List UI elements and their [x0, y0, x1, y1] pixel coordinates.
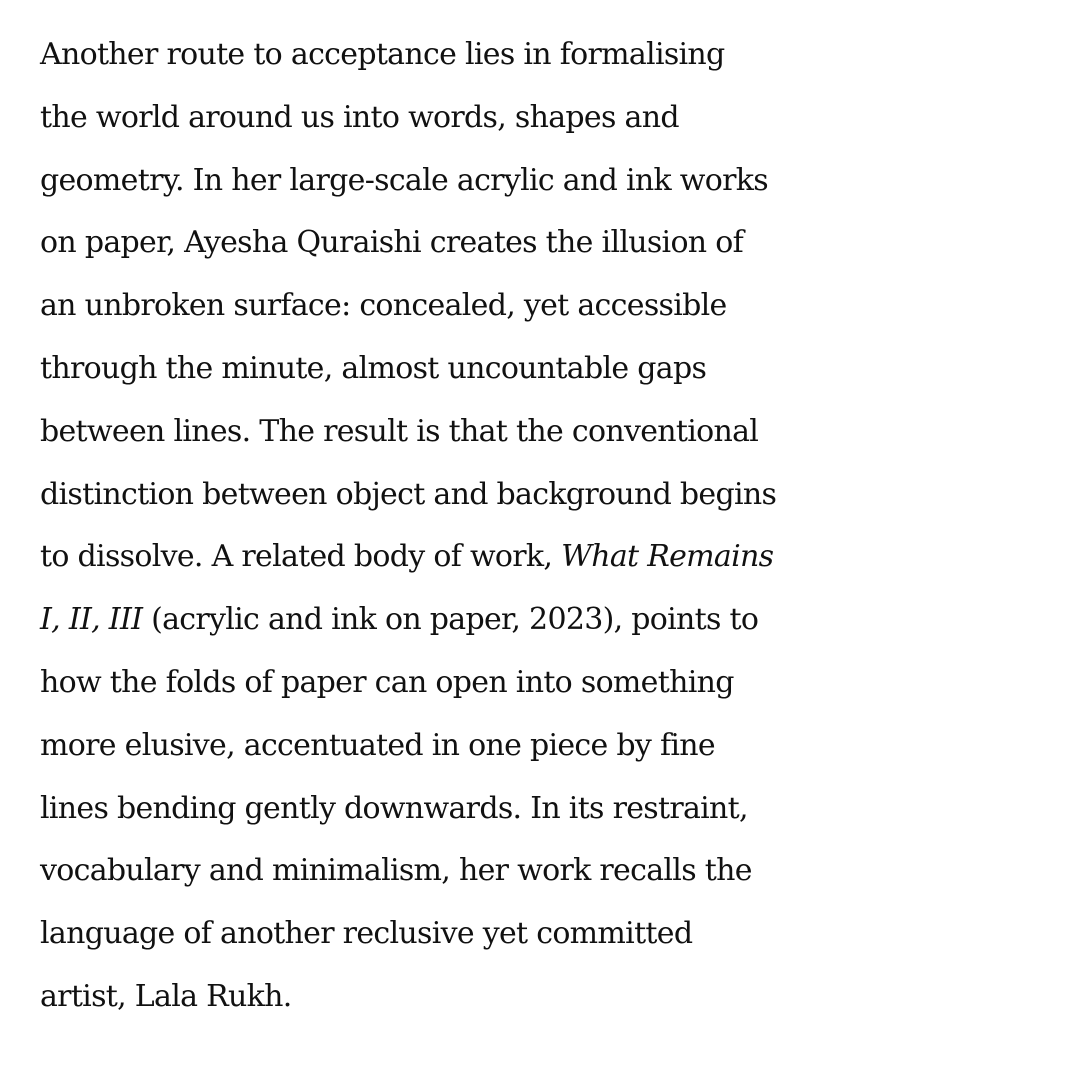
- text-line: [40, 212, 1060, 275]
- text-run: through the minute, almost uncountable gaps: [40, 350, 707, 386]
- artwork-title: What Remains: [561, 539, 774, 575]
- text-run: an unbroken surface: concealed, yet accessible: [40, 288, 727, 324]
- text-run: vocabulary and minimalism, her work recalls the: [40, 853, 752, 889]
- text-run: language of another reclusive yet committed: [40, 916, 693, 952]
- text-line: [40, 338, 1060, 401]
- text-line: [40, 150, 1060, 213]
- text-line: [40, 526, 1060, 589]
- text-run: lines bending gently downwards. In its restraint,: [40, 790, 748, 826]
- article-paragraph: [40, 24, 1060, 1029]
- text-run: more elusive, accentuated in one piece by fine: [40, 727, 715, 763]
- text-run: (acrylic and ink on paper, 2023), points to: [142, 602, 759, 638]
- text-run: distinction between object and background begins: [40, 476, 777, 512]
- text-run: between lines. The result is that the conventional: [40, 413, 759, 449]
- text-run: on paper, Ayesha Quraishi creates the illusion of: [40, 225, 744, 261]
- text-line: [40, 464, 1060, 527]
- text-run: artist, Lala Rukh.: [40, 978, 292, 1014]
- text-line: [40, 715, 1060, 778]
- text-line: [40, 589, 1060, 652]
- artwork-title-continued: I, II, III: [40, 602, 143, 638]
- text-run: Another route to acceptance lies in formalising: [40, 37, 725, 72]
- text-line: [40, 275, 1060, 338]
- text-line: [40, 840, 1060, 903]
- text-line: [40, 778, 1060, 841]
- text-run: geometry. In her large-scale acrylic and ink works: [40, 162, 768, 198]
- text-run: how the folds of paper can open into something: [40, 664, 734, 700]
- text-line: [40, 24, 1060, 87]
- text-line: [40, 401, 1060, 464]
- text-line: [40, 87, 1060, 150]
- text-line: [40, 652, 1060, 715]
- text-line: [40, 966, 1060, 1029]
- text-run: to dissolve. A related body of work,: [40, 539, 562, 575]
- text-run: the world around us into words, shapes and: [40, 99, 679, 135]
- text-line: [40, 903, 1060, 966]
